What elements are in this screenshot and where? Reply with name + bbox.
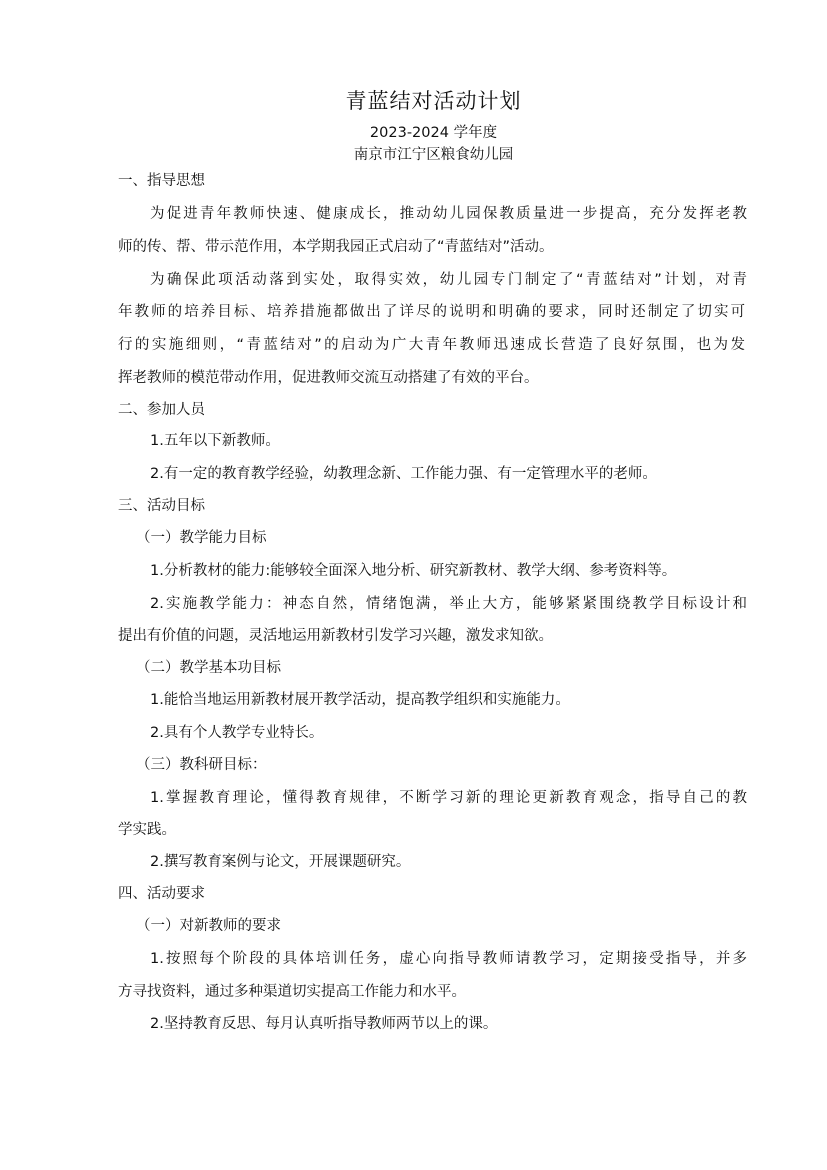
section-heading: 二、参加人员 [118,402,205,418]
paragraph-line: 行的实施细则，“青蓝结对”的启动为广大青年教师迅速成长营造了良好氛围，也为发 [118,337,745,353]
paragraph-line: 年教师的培养目标、培养措施都做出了详尽的说明和明确的要求，同时还制定了切实可 [118,304,745,320]
list-item: 2.坚持教育反思、每月认真听指导教师两节以上的课。 [150,1016,498,1032]
list-item-continuation: 提出有价值的问题，灵活地运用新教材引发学习兴趣，激发求知欲。 [118,628,553,644]
subsection-heading: （三）教科研目标： [136,757,267,773]
list-item-continuation: 方寻找资料，通过多种渠道切实提高工作能力和水平。 [118,984,466,1000]
subsection-heading: （一）对新教师的要求 [136,918,281,934]
section-heading: 四、活动要求 [118,886,205,902]
list-item: 1.掌握教育理论，懂得教育规律，不断学习新的理论更新教育观念，指导自己的教 [150,790,747,806]
subsection-heading: （二）教学基本功目标 [136,660,281,676]
document-subtitle-org: 南京市江宁区粮食幼儿园 [353,147,514,163]
list-item: 2.实施教学能力：神态自然，情绪饱满，举止大方，能够紧紧围绕教学目标设计和 [150,596,747,612]
list-item: 2.有一定的教育教学经验，幼教理念新、工作能力强、有一定管理水平的老师。 [150,466,657,482]
section-heading: 三、活动目标 [118,498,205,514]
document-subtitle-year: 2023-2024 学年度 [369,125,498,141]
list-item: 1.分析教材的能力:能够较全面深入地分析、研究新教材、教学大纲、参考资料等。 [150,563,677,579]
list-item: 2.撰写教育案例与论文，开展课题研究。 [150,854,411,870]
paragraph-line: 师的传、帮、带示范作用，本学期我园正式启动了“青蓝结对”活动。 [118,239,554,255]
section-heading: 一、指导思想 [118,173,205,189]
document-title: 青蓝结对活动计划 [345,89,522,113]
paragraph-line: 挥老教师的模范带动作用，促进教师交流互动搭建了有效的平台。 [118,370,539,386]
list-item: 1.按照每个阶段的具体培训任务，虚心向指导教师请教学习，定期接受指导，并多 [150,951,747,967]
list-item: 1.五年以下新教师。 [150,433,280,449]
paragraph-line: 为促进青年教师快速、健康成长，推动幼儿园保教质量进一步提高，充分发挥老教 [150,206,747,222]
subsection-heading: （一）教学能力目标 [136,530,267,546]
list-item: 1.能恰当地运用新教材展开教学活动，提高教学组织和实施能力。 [150,692,570,708]
paragraph-line: 为确保此项活动落到实处，取得实效，幼儿园专门制定了“青蓝结对”计划，对青 [150,272,747,288]
list-item: 2.具有个人教学专业特长。 [150,725,324,741]
list-item-continuation: 学实践。 [118,822,176,838]
